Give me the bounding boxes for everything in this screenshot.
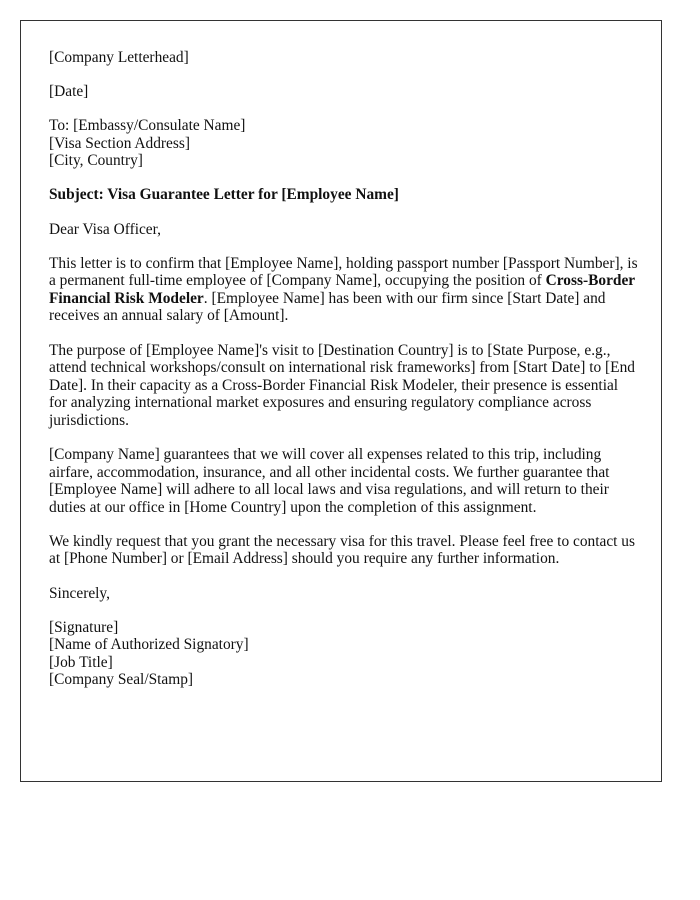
signatory-title: [Job Title]: [49, 653, 113, 671]
paragraph-guarantee: [Company Name] guarantees that we will cover all expenses related to this trip, including airfare, accommodation, insurance, and all other incidental costs. We further guarantee that [Employee Name] will adhere to all local laws and visa regulations, and will return to their duties at our office in [Home Country] upon the completion of this assignment.: [49, 446, 610, 516]
paragraph-employment-after: . [Employee Name] has been with our firm since [Start Date] and receives an annual salary of [Amount].: [49, 289, 606, 325]
position-title: Cross-Border Financial Risk Modeler: [49, 272, 635, 307]
paragraph-purpose: The purpose of [Employee Name]'s visit to [Destination Country] is to [State Purpose, e.g., attend technical workshops/consult on international risk frameworks] from [Start Date] to [End Date]. In their capacity as a Cross-Border Financial Risk Modeler, their presence is essential for analyzing international market exposures and ensuring regulatory compliance across jurisdictions.: [49, 341, 635, 429]
recipient-address: [49, 117, 639, 170]
recipient-section-address: [Visa Section Address]: [49, 134, 190, 152]
salutation: Dear Visa Officer,: [49, 220, 161, 238]
paragraph-employment: [49, 255, 639, 325]
letter-page: [20, 20, 662, 782]
signature: [Signature]: [49, 618, 119, 636]
signature-block: [49, 619, 639, 689]
closing: Sincerely,: [49, 584, 110, 602]
company-seal: [Company Seal/Stamp]: [49, 671, 194, 689]
subject-line: Subject: Visa Guarantee Letter for [Employee Name]: [49, 186, 399, 204]
paragraph-employment-before: This letter is to confirm that [Employee Name], holding passport number [Passport Number], is a permanent full-time employee of [Company Name], occupying the position of: [49, 254, 638, 290]
recipient-city-country: [City, Country]: [49, 152, 143, 170]
letterhead: [Company Letterhead]: [49, 49, 189, 66]
recipient-name: To: [Embassy/Consulate Name]: [49, 117, 246, 135]
letter-date: [Date]: [49, 83, 89, 101]
paragraph-request: We kindly request that you grant the necessary visa for this travel. Please feel free to contact us at [Phone Number] or [Email Address] should you require any further information.: [49, 532, 635, 568]
signatory-name: [Name of Authorized Signatory]: [49, 636, 249, 654]
letter-content: [49, 49, 639, 706]
